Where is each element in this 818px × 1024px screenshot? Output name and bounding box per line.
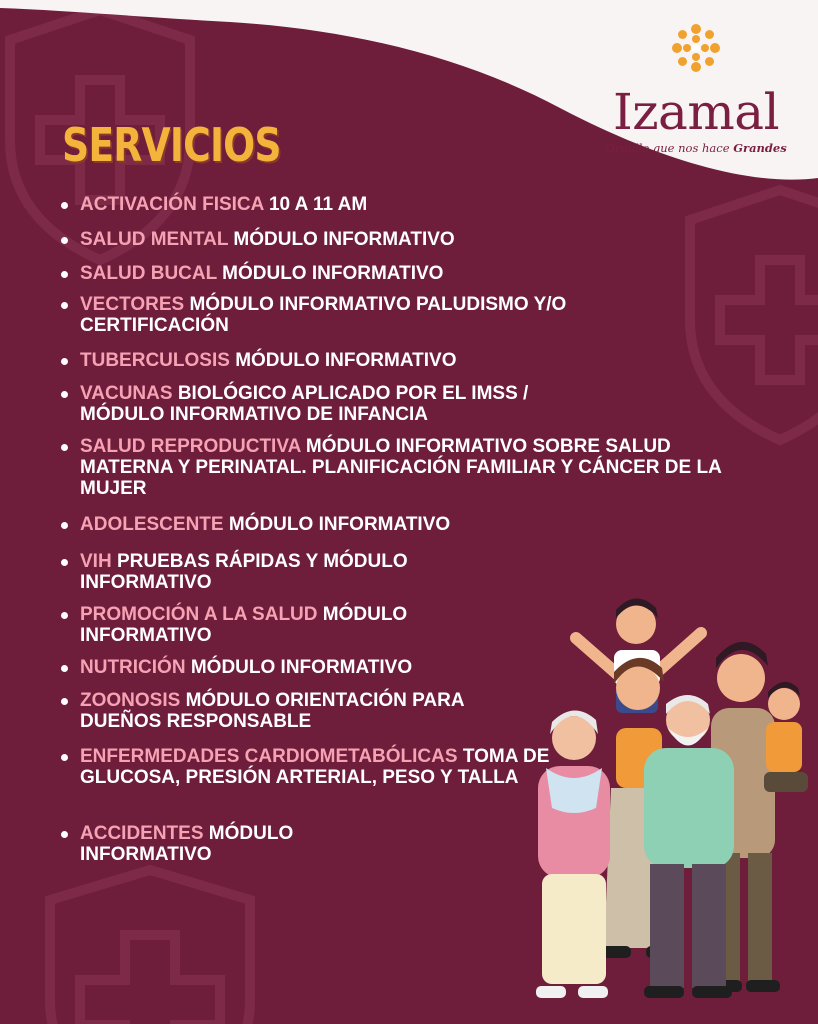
service-name: SALUD REPRODUCTIVA [80,436,301,457]
service-name: ENFERMEDADES CARDIOMETABÓLICAS [80,746,458,767]
service-detail: PRUEBAS RÁPIDAS Y MÓDULO INFORMATIVO [80,551,408,593]
page-title: SERVICIOS [62,118,281,172]
toddler-figure [764,682,808,792]
service-item [58,823,380,865]
service-detail: MÓDULO INFORMATIVO [222,263,444,284]
service-item [58,551,500,593]
grandma-figure [536,710,610,998]
service-detail: MÓDULO INFORMATIVO [80,823,294,865]
service-name: ADOLESCENTE [80,514,224,535]
brand-name: Izamal [612,83,780,141]
service-name: SALUD BUCAL [80,263,217,284]
service-detail: MÓDULO INFORMATIVO [233,229,455,250]
service-item [58,350,760,371]
service-detail: MÓDULO INFORMATIVO [235,350,457,371]
flower-logo-icon [666,18,726,78]
tagline-emphasis: Grandes [733,141,787,155]
service-name: NUTRICIÓN [80,657,186,678]
service-name: VECTORES [80,294,185,315]
service-name: TUBERCULOSIS [80,350,230,371]
service-detail: MÓDULO INFORMATIVO [80,604,408,646]
service-item [58,604,500,646]
service-name: PROMOCIÓN A LA SALUD [80,604,318,625]
medical-shield-icon [690,190,818,440]
service-detail: MÓDULO ORIENTACIÓN PARA DUEÑOS RESPONSABLE [80,690,464,732]
service-item [58,383,580,425]
brand-tagline [596,141,796,155]
service-name: ZOONOSIS [80,690,181,711]
service-detail: TOMA DE GLUCOSA, PRESIÓN ARTERIAL, PESO Y TALLA [80,746,550,788]
service-item [58,194,760,215]
service-item [58,294,640,336]
service-detail: 10 A 11 AM [268,194,368,215]
service-item [58,690,520,732]
service-name: ACTIVACIÓN FISICA [80,194,264,215]
service-detail: MÓDULO INFORMATIVO [190,657,413,678]
service-name: VIH [80,551,112,572]
service-item [58,436,752,499]
service-name: SALUD MENTAL [80,229,229,250]
service-detail: MÓDULO INFORMATIVO PALUDISMO Y/O CERTIFICACIÓN [80,294,567,336]
brand-logo [596,18,796,155]
medical-shield-icon [50,870,250,1024]
service-detail: MÓDULO INFORMATIVO [228,514,451,535]
service-detail: MÓDULO INFORMATIVO SOBRE SALUD MATERNA Y PERINATAL. PLANIFICACIÓN FAMILIAR Y CÁNCER DE LA MUJER [80,436,722,499]
service-name: ACCIDENTES [80,823,204,844]
service-item [58,514,760,535]
service-detail: BIOLÓGICO APLICADO POR EL IMSS / MÓDULO INFORMATIVO DE INFANCIA [80,383,529,425]
tagline-prefix: Orgullo que nos hace [605,141,730,155]
service-item [58,263,760,284]
service-item [58,746,550,788]
service-name: VACUNAS [80,383,173,404]
service-item [58,229,760,250]
family-illustration [516,588,818,1024]
